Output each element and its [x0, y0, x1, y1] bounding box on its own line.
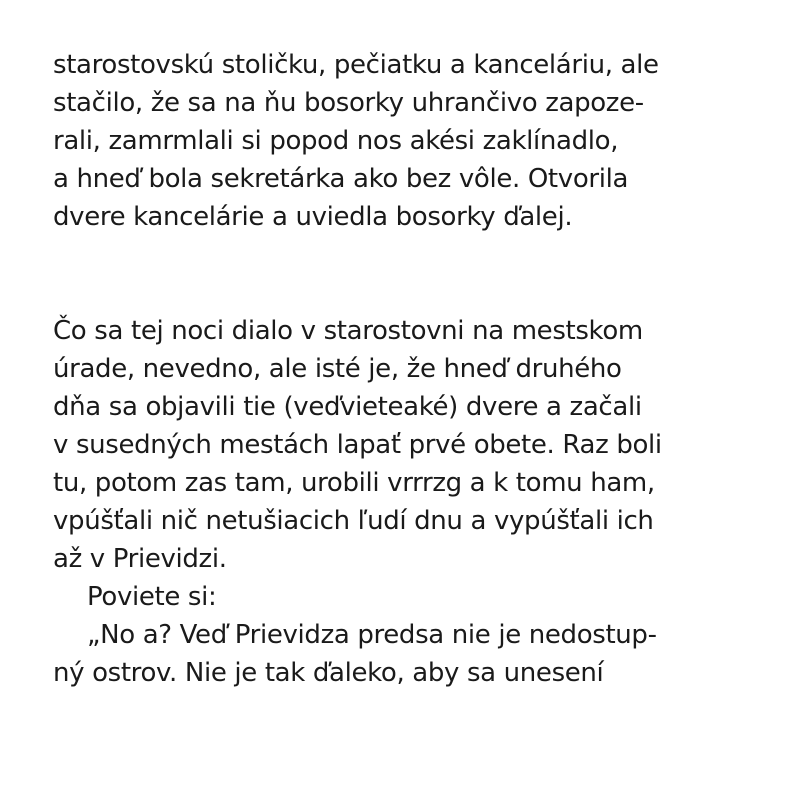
text-line: úrade, nevedno, ale isté je, že hneď druhého — [53, 354, 622, 384]
text-line: tu, potom zas tam, urobili vrrrzg a k tomu ham, — [53, 468, 655, 498]
text-line: až v Prievidzi. — [53, 544, 227, 574]
text-line: a hneď bola sekretárka ako bez vôle. Otvorila — [53, 164, 629, 194]
text-line: rali, zamrmlali si popod nos akési zaklínadlo, — [53, 126, 619, 156]
text-line: vpúšťali nič netušiacich ľudí dnu a vypúšťali ich — [53, 506, 654, 536]
text-line: starostovskú stoličku, pečiatku a kanceláriu, ale — [53, 50, 659, 80]
text-line: ný ostrov. Nie je tak ďaleko, aby sa unesení — [53, 658, 604, 688]
text-line: „No a? Veď Prievidza predsa nie je nedostup- — [87, 620, 657, 650]
text-line: v susedných mestách lapať prvé obete. Raz boli — [53, 430, 662, 460]
text-line: dňa sa objavili tie (veďvieteaké) dvere a začali — [53, 392, 642, 422]
text-line: Poviete si: — [87, 582, 217, 612]
text-line: Čo sa tej noci dialo v starostovni na mestskom — [53, 316, 643, 346]
text-line: stačilo, že sa na ňu bosorky uhrančivo zapoze- — [53, 88, 644, 118]
text-line: dvere kancelárie a uviedla bosorky ďalej. — [53, 202, 573, 232]
